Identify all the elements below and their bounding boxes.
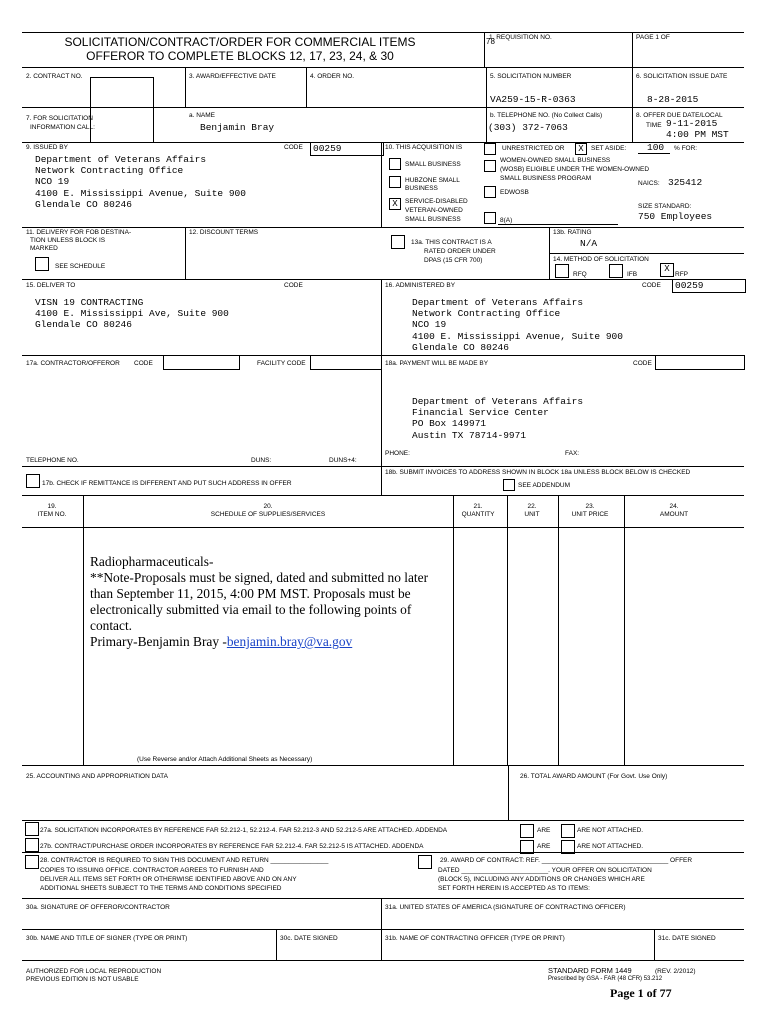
set-aside-label: SET ASIDE:	[591, 145, 627, 152]
form-revision: (REV. 2/2012)	[655, 968, 696, 975]
hubzone-checkbox[interactable]	[389, 176, 401, 188]
divider	[22, 929, 744, 930]
see-addendum-label: SEE ADDENDUM	[518, 482, 571, 489]
divider	[306, 67, 307, 107]
administered-by-code[interactable]: 00259	[672, 279, 746, 293]
divider	[484, 32, 485, 67]
payment-code-label: CODE	[633, 360, 652, 367]
divider	[22, 820, 744, 821]
previous-edition: PREVIOUS EDITION IS NOT USABLE	[26, 976, 139, 983]
small-business-label: SMALL BUSINESS	[405, 161, 461, 168]
rated-order-checkbox[interactable]	[391, 235, 405, 249]
quantity-header-text: QUANTITY	[461, 511, 495, 518]
divider	[508, 765, 509, 820]
amount-header-num: 24.	[669, 503, 679, 510]
method-label: 14. METHOD OF SOLICITATION	[553, 256, 649, 263]
sdvosb-label-3: SMALL BUSINESS	[405, 216, 461, 223]
page-of-label: PAGE 1 OF	[636, 34, 670, 41]
accounting-label: 25. ACCOUNTING AND APPROPRIATION DATA	[26, 773, 168, 780]
underline	[498, 224, 618, 225]
divider	[22, 898, 744, 899]
schedule-description[interactable]	[90, 554, 428, 650]
quantity-header	[453, 503, 503, 519]
27a-checkbox[interactable]	[25, 822, 39, 836]
ifb-checkbox[interactable]	[609, 264, 623, 278]
rating-value[interactable]: N/A	[580, 238, 598, 249]
rfp-checkbox[interactable]: X	[660, 263, 674, 277]
discount-terms-label: 12. DISCOUNT TERMS	[189, 229, 259, 236]
co-signature-label: 31a. UNITED STATES OF AMERICA (SIGNATURE OF CONTRACTING OFFICER)	[385, 904, 626, 911]
schedule-line-2: **Note-Proposals must be signed, dated and submitted no later	[90, 570, 429, 585]
schedule-header-text: SCHEDULE OF SUPPLIES/SERVICES	[210, 511, 326, 518]
form-top-border	[22, 32, 744, 33]
edwosb-checkbox[interactable]	[484, 186, 496, 198]
requisition-label: 1. REQUISITION NO.	[489, 34, 552, 41]
email-link[interactable]: benjamin.bray@va.gov	[226, 634, 353, 649]
divider	[22, 960, 744, 961]
hubzone-label-1: HUBZONE SMALL	[405, 177, 460, 184]
divider	[381, 279, 382, 355]
divider	[453, 495, 454, 765]
authorized-reproduction: AUTHORIZED FOR LOCAL REPRODUCTION	[26, 968, 162, 975]
divider	[549, 253, 744, 254]
unit-price-header	[558, 503, 622, 519]
naics-value[interactable]: 325412	[668, 177, 703, 188]
contractor-code-field[interactable]	[163, 355, 240, 370]
item-no-header	[22, 503, 82, 519]
ifb-label: IFB	[627, 271, 638, 278]
form-title-line2: OFFEROR TO COMPLETE BLOCKS 12, 17, 23, 24, & 30	[86, 49, 394, 63]
name-label: a. NAME	[189, 112, 216, 119]
contractor-label: 17a. CONTRACTOR/OFFEROR	[26, 360, 120, 367]
item-no-header-num: 19.	[47, 503, 57, 510]
wosb-label-3: SMALL BUSINESS PROGRAM	[500, 175, 592, 182]
primary-contact-text: Primary-Benjamin Bray -	[90, 634, 227, 649]
unrestricted-label: UNRESTRICTED OR	[502, 145, 565, 152]
issue-date-label: 6. SOLICITATION ISSUE DATE	[636, 73, 728, 80]
size-standard-value[interactable]: 750 Employees	[638, 211, 713, 222]
wosb-label-1: WOMEN-OWNED SMALL BUSINESS	[500, 157, 611, 164]
schedule-footnote: (Use Reverse and/or Attach Additional Sheets as Necessary)	[137, 756, 313, 763]
issue-date-value[interactable]: 8-28-2015	[647, 94, 699, 105]
solicitation-no-label: 5. SOLICITATION NUMBER	[490, 73, 572, 80]
divider	[654, 929, 655, 960]
27b-label: 27b. CONTRACT/PURCHASE ORDER INCORPORATES BY REFERENCE FAR 52.212-4. FAR 52.212-5 IS ATTACHED. ADDENDA	[40, 843, 424, 850]
edwosb-label: EDWOSB	[500, 189, 529, 196]
remittance-label: 17b. CHECK IF REMITTANCE IS DIFFERENT AND PUT SUCH ADDRESS IN OFFER	[42, 480, 292, 487]
27b-are-label: ARE	[537, 843, 551, 850]
page-number: Page 1 of 77	[610, 986, 672, 1000]
deliver-to-label: 15. DELIVER TO	[26, 282, 76, 289]
co-name-label: 31b. NAME OF CONTRACTING OFFICER (TYPE OR PRINT)	[385, 935, 565, 942]
deliver-to-address[interactable]: VISN 19 CONTRACTING 4100 E. Mississippi Ave, Suite 900 Glendale CO 80246	[35, 297, 229, 331]
offeror-signature-label: 30a. SIGNATURE OF OFFEROR/CONTRACTOR	[26, 904, 170, 911]
divider	[22, 355, 744, 356]
offeror-date-label: 30c. DATE SIGNED	[280, 935, 338, 942]
unrestricted-checkbox[interactable]	[484, 143, 496, 155]
acquisition-label: 10. THIS ACQUISITION IS	[385, 144, 463, 151]
set-aside-checkbox[interactable]: X	[575, 143, 587, 155]
offer-due-time[interactable]: 4:00 PM MST	[666, 129, 729, 140]
divider	[22, 279, 744, 280]
signer-name-label: 30b. NAME AND TITLE OF SIGNER (TYPE OR PRINT)	[26, 935, 188, 942]
divider	[486, 67, 487, 142]
unit-header-num: 22.	[527, 503, 537, 510]
delivery-fob-label-3: MARKED	[30, 245, 58, 252]
28-checkbox[interactable]	[25, 855, 39, 869]
28-line-2: COPIES TO ISSUING OFFICE. CONTRACTOR AGREES TO FURNISH AND	[40, 867, 264, 874]
offer-due-date[interactable]: 9-11-2015	[666, 118, 718, 129]
schedule-header	[83, 503, 453, 519]
sdvosb-label-1: SERVICE-DISABLED	[405, 198, 468, 205]
deliver-to-code-label: CODE	[284, 282, 303, 289]
rfp-label: RFP	[675, 271, 688, 278]
order-no-label: 4. ORDER NO.	[310, 73, 355, 80]
amount-header	[624, 503, 724, 519]
issued-by-code-label: CODE	[284, 144, 303, 151]
naics-label: NAICS:	[638, 180, 660, 187]
offer-due-label: 8. OFFER DUE DATE/LOCAL	[636, 112, 723, 119]
facility-code-label: FACILITY CODE	[257, 360, 306, 367]
unit-price-header-text: UNIT PRICE	[571, 511, 609, 518]
issued-by-label: 9. ISSUED BY	[26, 144, 68, 151]
administered-by-code-label: CODE	[642, 282, 661, 289]
prescribed-by: Prescribed by GSA - FAR (48 CFR) 53.212	[548, 976, 663, 982]
quantity-header-num: 21.	[473, 503, 483, 510]
27b-are-not-label: ARE NOT ATTACHED.	[577, 843, 644, 850]
rated-order-label-3: DPAS (15 CFR 700)	[424, 257, 483, 264]
delivery-fob-label-2: TION UNLESS BLOCK IS	[30, 237, 106, 244]
telephone-value[interactable]: (303) 372-7063	[488, 122, 568, 133]
issued-by-code[interactable]: 00259	[310, 142, 384, 156]
wosb-label-2: (WOSB) ELIGIBLE UNDER THE WOMEN-OWNED	[500, 166, 650, 173]
for-solicitation-label-1: 7. FOR SOLICITATION	[26, 115, 93, 122]
payment-address[interactable]: Department of Veterans Affairs Financial Service Center PO Box 149971 Austin TX 78714-9971	[412, 396, 584, 441]
29-line-2: DATED ________________________. YOUR OFFER ON SOLICITATION	[438, 867, 652, 874]
sdvosb-label-2: VETERAN-OWNED	[405, 207, 463, 214]
see-schedule-checkbox[interactable]	[35, 257, 49, 271]
underline	[638, 153, 670, 154]
schedule-line-5: contact.	[90, 618, 133, 633]
contact-name[interactable]: Benjamin Bray	[200, 122, 275, 133]
total-award-label: 26. TOTAL AWARD AMOUNT (For Govt. Use Only)	[520, 773, 668, 780]
delivery-fob-label-1: 11. DELIVERY FOR FOB DESTINA-	[26, 229, 132, 236]
award-date-label: 3. AWARD/EFFECTIVE DATE	[189, 73, 276, 80]
divider	[276, 929, 277, 960]
eight-a-checkbox[interactable]	[484, 212, 496, 224]
schedule-line-4: electronically submitted via email to the following points of	[90, 602, 412, 617]
percent-for-label: % FOR:	[674, 145, 698, 152]
rfq-label: RFQ	[573, 271, 587, 278]
small-business-checkbox[interactable]	[389, 158, 401, 170]
set-aside-percent[interactable]: 100	[647, 142, 665, 153]
29-line-1: 29. AWARD OF CONTRACT: REF. ___________________________________ OFFER	[440, 857, 693, 864]
schedule-header-num: 20.	[263, 503, 273, 510]
administered-by-address[interactable]: Department of Veterans Affairs Network Contracting Office NCO 19 4100 E. Mississippi Avenue, Suite 900 Glendale CO 80246	[412, 297, 623, 353]
amount-header-text: AMOUNT	[659, 511, 689, 518]
facility-code-field[interactable]	[310, 355, 382, 370]
schedule-line-6	[90, 634, 428, 650]
solicitation-no-value[interactable]: VA259-15-R-0363	[490, 94, 576, 105]
contract-no-label: 2. CONTRACT NO.	[26, 73, 83, 80]
rated-order-label-1: 13a. THIS CONTRACT IS A	[411, 239, 492, 246]
27a-are-checkbox[interactable]	[520, 824, 534, 838]
rfq-checkbox[interactable]	[555, 264, 569, 278]
divider	[624, 495, 625, 765]
submit-invoices-label: 18b. SUBMIT INVOICES TO ADDRESS SHOWN IN BLOCK 18a UNLESS BLOCK BELOW IS CHECKED	[385, 469, 691, 476]
28-line-4: ADDITIONAL SHEETS SUBJECT TO THE TERMS AND CONDITIONS SPECIFIED	[40, 885, 282, 892]
rated-order-label-2: RATED ORDER UNDER	[424, 248, 496, 255]
27a-are-label: ARE	[537, 827, 551, 834]
see-schedule-label: SEE SCHEDULE	[55, 263, 106, 270]
duns4-label: DUNS+4:	[329, 457, 357, 464]
27a-are-not-checkbox[interactable]	[561, 824, 575, 838]
divider	[381, 142, 382, 227]
29-line-4: SET FORTH HEREIN IS ACCEPTED AS TO ITEMS:	[438, 885, 590, 892]
unit-header-text: UNIT	[524, 511, 540, 518]
contract-no-field[interactable]	[90, 77, 154, 143]
item-no-header-text: ITEM NO.	[37, 511, 67, 518]
duns-label: DUNS:	[251, 457, 272, 464]
for-solicitation-label-2: INFORMATION CALL:	[30, 124, 95, 131]
29-checkbox[interactable]	[418, 855, 432, 869]
see-addendum-checkbox[interactable]	[503, 479, 515, 491]
eight-a-label: 8(A)	[500, 217, 513, 224]
hubzone-label-2: BUSINESS	[405, 185, 438, 192]
divider	[22, 527, 744, 528]
divider	[83, 495, 84, 765]
co-date-label: 31c. DATE SIGNED	[658, 935, 716, 942]
payment-fax-label: FAX:	[565, 450, 580, 457]
divider	[22, 227, 744, 228]
29-line-3: (BLOCK 5), INCLUDING ANY ADDITIONS OR CHANGES WHICH ARE	[438, 876, 645, 883]
divider	[22, 765, 744, 766]
form-title	[30, 35, 450, 63]
27a-are-not-label: ARE NOT ATTACHED.	[577, 827, 644, 834]
27b-checkbox[interactable]	[25, 838, 39, 852]
divider	[507, 495, 508, 765]
28-line-3: DELIVER ALL ITEMS SET FORTH OR OTHERWISE IDENTIFIED ABOVE AND ON ANY	[40, 876, 297, 883]
wosb-checkbox[interactable]	[484, 160, 496, 172]
divider	[632, 32, 633, 67]
form-title-line1: SOLICITATION/CONTRACT/ORDER FOR COMMERCIAL ITEMS	[64, 35, 416, 49]
divider	[22, 67, 744, 68]
27a-label: 27a. SOLICITATION INCORPORATES BY REFERENCE FAR 52.212-1, 52.212-4. FAR 52.212-3 AND 52.212-5 ARE ATTACHED. ADDENDA	[40, 827, 448, 834]
standard-form: STANDARD FORM 1449	[548, 966, 632, 975]
divider	[22, 466, 744, 467]
divider	[22, 852, 744, 853]
divider	[381, 355, 382, 495]
unit-price-header-num: 23.	[585, 503, 595, 510]
contractor-code-label: CODE	[134, 360, 153, 367]
administered-by-label: 16. ADMINISTERED BY	[385, 282, 456, 289]
issued-by-address[interactable]: Department of Veterans Affairs Network Contracting Office NCO 19 4100 E. Mississippi Avenue, Suite 900 Glendale CO 80246	[35, 154, 246, 210]
payment-code-field[interactable]	[655, 355, 745, 370]
schedule-line-3: than September 11, 2015, 4:00 PM MST. Proposals must be	[90, 586, 411, 601]
unit-header	[507, 503, 557, 519]
divider	[558, 495, 559, 765]
divider	[22, 495, 744, 496]
divider	[185, 227, 186, 279]
divider	[185, 67, 186, 107]
requisition-value[interactable]: 78	[486, 37, 495, 46]
payment-label: 18a. PAYMENT WILL BE MADE BY	[385, 360, 489, 367]
time-label: TIME	[646, 122, 662, 129]
28-line-1: 28. CONTRACTOR IS REQUIRED TO SIGN THIS DOCUMENT AND RETURN ________________	[40, 857, 329, 864]
schedule-line-1: Radiopharmaceuticals-	[90, 554, 214, 569]
divider	[22, 107, 744, 108]
remittance-checkbox[interactable]	[26, 474, 40, 488]
divider	[632, 67, 633, 142]
sdvosb-checkbox[interactable]: X	[389, 198, 401, 210]
telephone-label: b. TELEPHONE NO. (No Collect Calls)	[490, 112, 603, 119]
telephone-no-label: TELEPHONE NO.	[26, 457, 79, 464]
rating-label: 13b. RATING	[553, 229, 592, 236]
payment-phone-label: PHONE:	[385, 450, 410, 457]
size-standard-label: SIZE STANDARD:	[638, 203, 692, 210]
